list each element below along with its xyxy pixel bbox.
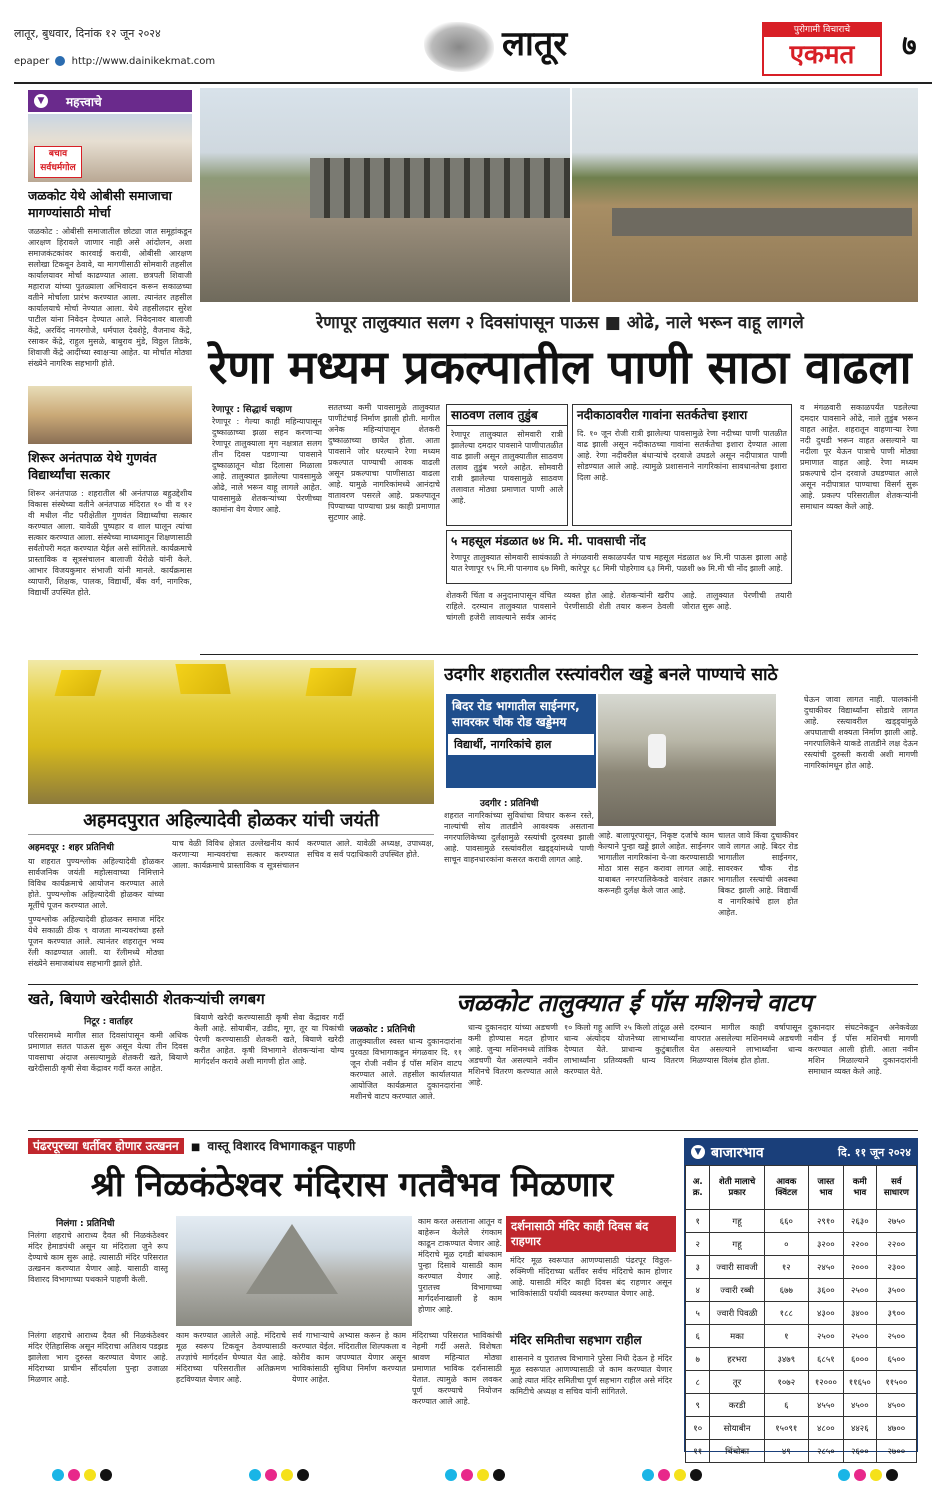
article-body: १० किलो गहू आणि २५ किलो तांदूळ असे धान्य अंत्योदय योजनेच्या लाभार्थ्यांना देण्यात येते. प्राधान्य कुटुंबातील लाभार्थ्यांना प्रतिव्यक्ती धान्य वितरण करण्यात येते. (564, 1023, 684, 1076)
chevron-down-icon: ▼ (691, 1145, 705, 1159)
table-row (686, 1256, 917, 1279)
masthead (14, 22, 932, 80)
table-cell: ६ (764, 1394, 808, 1417)
table-cell: २७०० (876, 1440, 916, 1463)
table-cell: ४७०० (876, 1417, 916, 1440)
table-cell: ३५०० (876, 1279, 916, 1302)
info-box: नदीकाठावरील गावांना सतर्कतेचा इशारा दि. १० जून रोजी रात्री झालेल्या पावसामुळे रेणा नदीच्या पाणी पातळीत वाढ झाली असून नदीकाठच्या गावांना सतर्कतेचा इशारा देण्यात आला आहे. रेणा नदीवरील बंधाऱ्यांचे दरवाजे उघडले असून नदीपात्रात पाणी सोडण्यात आले आहे. त्यामुळे प्रशासनाने नागरिकांना सावधानतेचा इशारा दिला आहे. (572, 404, 792, 526)
article-body: धान्य दुकानदार यांच्या अडचणी कमी होण्यास मदत होणार आहे. जुन्या मशिनमध्ये तांत्रिक अडचणी येत असल्याने नवीन मशिनचे वितरण करण्यात आले आहे. (468, 1023, 558, 1087)
story-headline: उदगीर शहरातील रस्त्यांवरील खड्डे बनले पाण्याचे साठे (444, 665, 778, 685)
article-body: दरम्यान मागील काही वर्षापासून वापरात असलेल्या मशिनमध्ये अडचणी येत असल्याने लाभार्थ्यांना धान्य मिळण्यास विलंब होत होता. (690, 1023, 802, 1065)
dam-structure (310, 158, 570, 218)
table-cell: १२००० (808, 1371, 843, 1394)
table-cell: ३४०० (843, 1302, 876, 1325)
table-cell: २२०० (876, 1233, 916, 1256)
table-cell: १०७२ (764, 1371, 808, 1394)
table-cell: ९ (686, 1394, 710, 1417)
table-cell: २६०० (843, 1440, 876, 1463)
table-cell: १० (686, 1417, 710, 1440)
byline: रेणापूर : सिद्धार्थ चव्हाण (212, 405, 292, 415)
article-body: घेऊन जावा लागत नाही. पालकांनी दुचाकीवर विद्यार्थ्यांना सोडावे लागत आहे. रस्त्यावरील खड्ड्यांमुळे अपघाताची शक्यता निर्माण झाली आहे. नगरपालिकेने याकडे तातडीने लक्ष देऊन रस्त्यांची दुरुस्ती करावी अशी मागणी नागरिकांमधून होत आहे. (804, 695, 918, 770)
flag (55, 670, 102, 696)
market-column-header: आवक क्विंटल (764, 1166, 808, 1210)
table-cell: सोयाबीन (710, 1417, 764, 1440)
table-cell: २३०० (876, 1256, 916, 1279)
table-cell: ६५०० (876, 1348, 916, 1371)
market-column-header: कमी भाव (843, 1166, 876, 1210)
market-rates (684, 1138, 918, 1457)
table-cell: ४ (686, 1279, 710, 1302)
pothole-road-photo (598, 694, 776, 826)
table-cell: १८८ (764, 1302, 808, 1325)
article-body: पुण्यश्लोक अहिल्यादेवी होळकर समाज मंदिर येथे सकाळी ठीक ९ वाजता मान्यवरांच्या हस्ते पूजन करण्यात आले. त्यानंतर शहरातून भव्य रॅली काढण्यात आली. या रॅलीमध्ये मोठ्या संख्येने समाजबांधव सहभागी झाले होते. (28, 915, 164, 968)
article-body: तालुक्यातील स्वस्त धान्य दुकानदारांना पुरवठा विभागाकडून मंगळवार दि. ११ जून रोजी नवीन ई पॉस मशिन वाटप करण्यात आले. तहसील कार्यालयात आयोजित कार्यक्रमात दुकानदारांना मशीनचे वाटप करण्यात आले. (350, 1037, 462, 1101)
article-body: परिसरामध्ये मागील सात दिवसांपासून कमी अधिक प्रमाणात सतत पाऊस सुरू असून येत्या तीन दिवस पावसाचा अंदाज असल्यामुळे शेतकरी खते, बियाणे खरेदीसाठी कृषी सेवा केंद्रावर गर्दी करत आहेत. (28, 1031, 188, 1073)
table-cell: २९१० (808, 1210, 843, 1233)
article-body: सततच्या कमी पावसामुळे तालुक्यात पाणीटंचाई निर्माण झाली होती. मागील अनेक महिन्यांपासून शेतकरी दुष्काळाच्या छायेत होता. आता पावसाने जोर धरल्याने रेणा मध्यम प्रकल्पात पाण्याची आवक वाढली असून प्रकल्पाचा पाणीसाठा वाढला आहे. यामुळे नागरिकांमध्ये आनंदाचे वातावरण पसरले आहे. प्रकल्पातून पिण्याच्या पाण्याचा प्रश्न काही प्रमाणात सुटणार आहे. (328, 403, 440, 522)
info-box: मंदिर समितीचा सहभाग राहील शासनाने व पुरातत्त्व विभागाने पुरेसा निधी देऊन हे मंदिर मूळ स्वरूपात आणण्यासाठी जे काम करण्यात येणार आहे त्यात मंदिर समितीचा पूर्ण सहभाग राहील असे मंदिर कमिटीचे अध्यक्ष व सचिव यांनी सांगितले. (510, 1333, 672, 1396)
table-cell: ११५०० (876, 1371, 916, 1394)
article-body: शेतकरी चिंता व अनुदानापासून वंचित राहिले. दरम्यान तालुक्यात पावसाने चांगली हजेरी लावल्याने सर्वत्र आनंद व्यक्त होत आहे. शेतकऱ्यांनी खरीप पेरणीसाठी शेती तयार करून ठेवली आहे. तालुक्यात पेरणीची तयारी जोरात सुरू आहे. (446, 591, 792, 622)
article-body: सर्व गाभाऱ्याचे अभ्यास करून हे काम करण्यात येईल. मंदिरातील शिल्पकला व कोरीव काम जपण्यात येणार असून भाविकांसाठी सुविधा निर्माण करण्यात येणार आहेत. (292, 1331, 406, 1384)
table-cell: तूर (710, 1371, 764, 1394)
table-cell: ११ (686, 1440, 710, 1463)
table-cell: ७ (686, 1348, 710, 1371)
table-cell: मका (710, 1325, 764, 1348)
table-cell: गहू (710, 1233, 764, 1256)
info-box: साठवण तलाव तुडुंब रेणापूर तालुक्यात सोमवारी रात्री झालेल्या दमदार पावसाने पाणीपातळीत वाढ झाली असून तालुक्यातील साठवण तलाव तुडुंब भरले आहेत. सोमवारी रात्री झालेल्या पावसामुळे साठवण तलावात मोठ्या प्रमाणात पाणी आले आहे. (446, 404, 568, 526)
table-cell: १ (764, 1325, 808, 1348)
table-row (686, 1210, 917, 1233)
market-column-header: अ. क्र. (686, 1166, 710, 1210)
article-body: चालत जावे किंवा दुचाकीवर जावे लागत आहे. बिदर रोड भागातील साईनगर, सावरकर चौक रोड भागातील रस्त्यांची अवस्था बिकट झाली आहे. विद्यार्थी व नागरिकांचे हाल होत आहेत. (718, 831, 798, 917)
table-cell: ८ (686, 1371, 710, 1394)
table-cell: ४८०० (808, 1417, 843, 1440)
article-body: काम करत असताना आतून व बाहेरून केलेले रंगकाम काढून टाकण्यात येणार आहे. मंदिराचे मूळ दगडी बांधकाम पुन्हा दिसावे यासाठी काम करण्यात येणार आहे. पुरातत्त्व विभागाच्या मार्गदर्शनाखाली हे काम होणार आहे. (418, 1217, 502, 1314)
market-table (685, 1165, 917, 1463)
table-cell: ० (764, 1233, 808, 1256)
article-body: निलंगा शहराचे आराध्य दैवत श्री निळकंठेश्वर मंदिर ऐतिहासिक असून मंदिराचा अतिशय पडझड झालेला भाग दुरुस्त करण्यात येणार आहे. मंदिराच्या प्राचीन सौंदर्याला पुन्हा उजाळा मिळणार आहे. (28, 1331, 168, 1384)
story-headline: खते, बियाणे खरेदीसाठी शेतकऱ्यांची लगबग (28, 990, 265, 1008)
table-cell: ६७७ (764, 1279, 808, 1302)
info-box: दर्शनासाठी मंदिर काही दिवस बंद राहणार मंदिर मूळ स्वरूपात आणण्यासाठी पंढरपूर विठ्ठल-रुक्मिणी मंदिराच्या धर्तीवर सर्वच मंदिराचे काम होणार आहे. यासाठी मंदिर काही दिवस बंद राहणार असून भाविकांसाठी पर्यायी व्यवस्था करण्यात येणार आहे. (506, 1216, 676, 1328)
article-body: व मंगळवारी सकाळपर्यंत पडलेल्या दमदार पावसाने ओढे, नाले तुडुंब भरून वाहत आहेत. शहरातून वाहणाऱ्या रेणा नदी दुथडी भरून वाहत असल्याने या नदीला पूर येऊन पात्राचे पाणी मोठ्या प्रमाणात वाहत आहे. रेणा मध्यम प्रकल्पाचे दोन दरवाजे उघडण्यात आले असून नदीपात्रात पाण्याचा विसर्ग सुरू आहे. प्रकल्प परिसरातील शेतकऱ्यांनी समाधान व्यक्त केले आहे. (800, 403, 918, 511)
top-kicker: रेणापूर तालुक्यात सलग २ दिवसांपासून पाऊस ■ ओढे, नाले भरून वाहू लागले (316, 313, 804, 333)
table-row (686, 1325, 917, 1348)
table-cell: १२ (764, 1256, 808, 1279)
table-cell: ६६० (764, 1210, 808, 1233)
top-headline: रेणा मध्यम प्रकल्पातील पाणी साठा वाढला (208, 340, 912, 394)
felicitation-photo (28, 386, 192, 444)
table-cell: २६३० (843, 1210, 876, 1233)
table-cell: ४४२६ (843, 1417, 876, 1440)
table-cell: २००० (843, 1256, 876, 1279)
table-cell: ५ (686, 1302, 710, 1325)
article-body: याच वेळी विविध क्षेत्रात उल्लेखनीय कार्य करणाऱ्या मान्यवरांचा सत्कार करण्यात आला. कार्यक्रमाचे प्रास्ताविक व सूत्रसंचालन करण्यात आले. यावेळी अध्यक्ष, उपाध्यक्ष, सचिव व सर्व पदाधिकारी उपस्थित होते. (172, 839, 434, 870)
table-cell: गहू (710, 1210, 764, 1233)
dam-photo (200, 88, 570, 302)
article-body: आहे. बालापूरपासून, निकृष्ट दर्जाचे काम केल्याने पुन्हा खड्डे झाले आहेत. साईनगर भागातील नागरिकांना ये-जा करण्यासाठी मोठा त्रास सहन करावा लागत आहे. याबाबत नगरपालिकेकडे वारंवार तक्रार करूनही दुर्लक्ष केले जात आहे. (598, 831, 714, 895)
rally-photo (28, 114, 192, 182)
dateline: लातूर, बुधवार, दिनांक १२ जून २०२४ (14, 27, 161, 40)
table-row (686, 1233, 917, 1256)
district-map-icon (424, 22, 494, 72)
bridge (612, 208, 912, 236)
byline: जळकोट : प्रतिनिधी (350, 1025, 415, 1035)
table-row (686, 1371, 917, 1394)
table-cell: चिंचोका (710, 1440, 764, 1463)
table-cell: ४५०० (843, 1394, 876, 1417)
article-body: बियाणे खरेदी करण्यासाठी कृषी सेवा केंद्रावर गर्दी केली आहे. सोयाबीन, उडीद, मूग, तूर या पिकांची पेरणी करण्यासाठी शेतकरी खते, बियाणे खरेदी करीत आहेत. कृषी विभागाने शेतकऱ्यांना योग्य मार्गदर्शन करावे अशी मागणी होत आहे. (194, 1013, 344, 1066)
section-label: ▼ महत्त्वाचे (28, 90, 192, 112)
page-number: ७ (902, 29, 917, 62)
article-body: रेणापूर : गेल्या काही महिन्यापासून दुष्काळाच्या झळा सहन करणाऱ्या रेणापूर तालुक्याला मृग नक्षत्रात सलग तीन दिवस पडणाऱ्या पावसाने दुष्काळातून थोडा दिलासा मिळाला आहे. तालुक्यात झालेल्या पावसामुळे ओढे, नाले भरून वाहू लागले आहेत. पावसामुळे शेतकऱ्यांच्या पेरणीच्या कामांना वेग येणार आहे. (212, 417, 322, 514)
table-cell: २५०० (808, 1325, 843, 1348)
table-cell: ३६०० (808, 1279, 843, 1302)
article-body: मंदिराच्या परिसरात भाविकांची नेहमी गर्दी असते. विशेषतः श्रावण महिन्यात मोठ्या प्रमाणात भाविक दर्शनासाठी येतात. त्यामुळे काम लवकर पूर्ण करण्याचे नियोजन करण्यात आले आहे. (412, 1331, 502, 1406)
story-title: जळकोट येथे ओबीसी समाजाचा मागण्यांसाठी मोर्चा (28, 188, 172, 220)
table-cell: ४५५० (808, 1394, 843, 1417)
article-body: दुकानदार संघटनेकडून अनेकवेळा नवीन ई पॉस मशिनची मागणी करण्यात आली होती. आता नवीन मशिन मिळाल्याने दुकानदारांनी समाधान व्यक्त केले आहे. (808, 1023, 918, 1076)
temple-headline: श्री निळकंठेश्वर मंदिरास गतवैभव मिळणार (90, 1165, 614, 1205)
print-registration-marks (50, 1466, 900, 1482)
table-cell: १५०९१ (764, 1417, 808, 1440)
flood-photo (572, 88, 918, 302)
scooter (648, 734, 666, 768)
epaper-link[interactable]: epaper http://www.dainikekmat.com (14, 56, 216, 67)
table-row (686, 1348, 917, 1371)
table-cell: ३२०० (808, 1233, 843, 1256)
table-cell: १ (686, 1210, 710, 1233)
rally-crowd-photo (28, 660, 434, 804)
table-cell: ६ (686, 1325, 710, 1348)
protest-banner: बचाव सर्वधर्मगोल (34, 146, 82, 178)
story-headline: अहमदपुरात अहिल्यादेवी होळकर यांची जयंती (28, 808, 434, 835)
story-body: जळकोट : ओबीसी समाजातील छोट्या जात समूहांकडून आरक्षण हिरावले जाणार नाही असे आंदोलन, अशा समाजकंटकांवर कारवाई करावी, ओबीसी आरक्षण सलोखा टिकवून ठेवावे, या मागणीसाठी सोमवारी तहसील कार्यालयावर मोर्चा काढण्यात आला. छत्रपती शिवाजी महाराज यांच्या पुतळ्याला अभिवादन करून सकाळच्या वतीने मोर्चाला प्रारंभ करण्यात आला. त्यानंतर तहसील कार्यालयाचे मोर्चा नेण्यात आला. येथे तहसीलदार सुरेश पाटील यांना निवेदन देण्यात आले. निवेदनावर बालाजी केंद्रे, अरविंद नागरगोजे, धर्मपाल देवशेट्टे, वैजनाथ केंद्रे, रसाकर केंद्रे, राहुल मुसळे, बाबुराव मुंडे, विठ्ठल तिडके, शिवाजी केंद्रे आदींच्या स्वाक्षऱ्या आहेत. या मोर्चात मोठ्या संख्येने नागरिक सहभागी होते. (28, 227, 192, 368)
byline: निटूर : वार्ताहर (84, 1017, 133, 1027)
flag (306, 668, 357, 696)
byline: निलंगा : प्रतिनिधी (56, 1219, 115, 1229)
table-cell: ४९ (764, 1440, 808, 1463)
table-row (686, 1440, 917, 1463)
table-cell: ज्वारी रब्बी (710, 1279, 764, 1302)
table-cell: ज्वारी सावजी (710, 1256, 764, 1279)
table-cell: २२०० (843, 1233, 876, 1256)
story-headline: जळकोट तालुक्यात ई पॉस मशिनचे वाटप (456, 989, 812, 1017)
table-row (686, 1279, 917, 1302)
table-cell: ४३०० (808, 1302, 843, 1325)
table-cell: ३ (686, 1256, 710, 1279)
table-cell: ६००० (843, 1348, 876, 1371)
table-cell: २८५० (808, 1440, 843, 1463)
flag (175, 664, 230, 694)
table-cell: ज्वारी पिवळी (710, 1302, 764, 1325)
sidebar (28, 90, 192, 650)
globe-icon (55, 56, 65, 66)
square-bullet-icon: ■ (190, 1142, 201, 1153)
table-cell: २७५० (876, 1210, 916, 1233)
byline: उदगीर : प्रतिनिधी (480, 799, 539, 809)
table-cell: २ (686, 1233, 710, 1256)
temple-spire (246, 1224, 338, 1294)
article-body: काम करण्यात आलेले आहे. मंदिराचे मूळ स्वरूप टिकवून ठेवण्यासाठी तज्ज्ञांचे मार्गदर्शन घेण्यात येत आहे. मंदिराच्या परिसरातील अतिक्रमण हटविण्यात येणार आहे. (176, 1331, 286, 1384)
table-cell: ६८५१ (808, 1348, 843, 1371)
article-body: निलंगा शहराचे आराध्य दैवत श्री निळकंठेश्वर मंदिर हेमाडपंथी असून या मंदिराला जुने रूप देण्याचे काम सुरू आहे. त्यासाठी मंदिर परिसरात उत्खनन करण्यात येणार आहे. यासाठी वास्तू विशारद विभागाच्या पथकाने पाहणी केली. (28, 1231, 168, 1284)
table-cell: ४५०० (876, 1394, 916, 1417)
highlight-box: बिदर रोड भागातील साईनगर, सावरकर चौक रोड खड्डेमय विद्यार्थी, नागरिकांचे हाल (446, 694, 596, 788)
market-column-header: शेती मालाचे प्रकार (710, 1166, 764, 1210)
story-title: शिरूर अनंतपाळ येथे गुणवंत विद्यार्थ्यांचा सत्कार (28, 450, 157, 482)
byline: अहमदपूर : शहर प्रतिनिधी (28, 843, 114, 853)
brand-logo: पुरोगामी विचाराचे एकमत (762, 22, 882, 76)
table-row (686, 1302, 917, 1325)
temple-strap: पंढरपूरच्या धर्तीवर होणार उत्खनन ■ वास्तू विशारद विभागाकडून पाहणी (28, 1136, 676, 1156)
table-cell: २५०० (876, 1325, 916, 1348)
table-cell: २५०० (843, 1279, 876, 1302)
story-body: शिरूर अनंतपाळ : शहरातील श्री अनंतपाळ बहुउद्देशीय विकास संस्थेच्या वतीने अनंतपाळ मंदिरात १० वी व १२ वी मधील नीट परीक्षेतील गुणवंत विद्यार्थ्यांचा सत्कार करण्यात आला. यावेळी पुष्पहार व शाल घालून त्यांचा सत्कार करण्यात आला. संस्थेच्या माध्यमातून शिक्षणासाठी सर्वतोपरी मदत करण्यात येईल असे सांगितले. कार्यक्रमाचे प्रास्ताविक व सूत्रसंचालन बालाजी येरोळे यांनी केले. आभार विजयकुमार संभाजी यांनी मानले. कार्यक्रमास व्यापारी, शिक्षक, पालक, विद्यार्थी, बँक वर्ग, नागरिक, विद्यार्थी उपस्थित होते. (28, 489, 192, 597)
temple-photo (176, 1216, 412, 1326)
table-cell: २४५० (808, 1256, 843, 1279)
market-column-header: सर्व साधारण (876, 1166, 916, 1210)
table-cell: ३४७९ (764, 1348, 808, 1371)
table-cell: हरभरा (710, 1348, 764, 1371)
table-cell: ११६५० (843, 1371, 876, 1394)
table-cell: २५०० (843, 1325, 876, 1348)
chevron-down-icon: ▼ (34, 94, 48, 108)
table-cell: करडी (710, 1394, 764, 1417)
article-body: या शहरात पुण्यश्लोक अहिल्यादेवी होळकर सार्वजनिक जयंती महोत्सवाच्या निमित्ताने विविध कार्यक्रमाचे आयोजन करण्यात आले होते. पुण्यश्लोक अहिल्यादेवी होळकर यांच्या मूर्तीचे पूजन करण्यात आले. (28, 857, 164, 910)
market-column-header: जास्त भाव (808, 1166, 843, 1210)
city-title: लातूर (502, 24, 568, 64)
market-header: ▼ बाजारभाव दि. ११ जून २०२४ (685, 1139, 917, 1165)
info-box: ५ महसूल मंडळात ७४ मि. मी. पावसाची नोंद रेणापूर तालुक्यात सोमवारी सायंकाळी ते मंगळवारी सकाळपर्यंत पाच महसूल मंडळात ७४ मि.मी पाऊस झाला आहे यात रेणापूर ९५ मि.मी पानगाव ६७ मिमी, कारेपूर ६८ मिमी पोहरेगाव ६३ मिमी, पळशी ७७ मि.मी ची नोंद झाली आहे. (446, 530, 792, 584)
table-row (686, 1394, 917, 1417)
article-body: शहरात नागरिकांच्या सुविधांचा विचार करून रस्ते, नाल्यांची सोय तातडीने आवश्यक असताना नगरपालिकेच्या दुर्लक्षामुळे रस्त्यांची दुरवस्था झाली आहे. पावसामुळे रस्त्यांवरील खड्ड्यांमध्ये पाणी साचून वाहनधारकांना कसरत करावी लागत आहे. (444, 811, 594, 864)
table-cell: ३९०० (876, 1302, 916, 1325)
table-row (686, 1417, 917, 1440)
